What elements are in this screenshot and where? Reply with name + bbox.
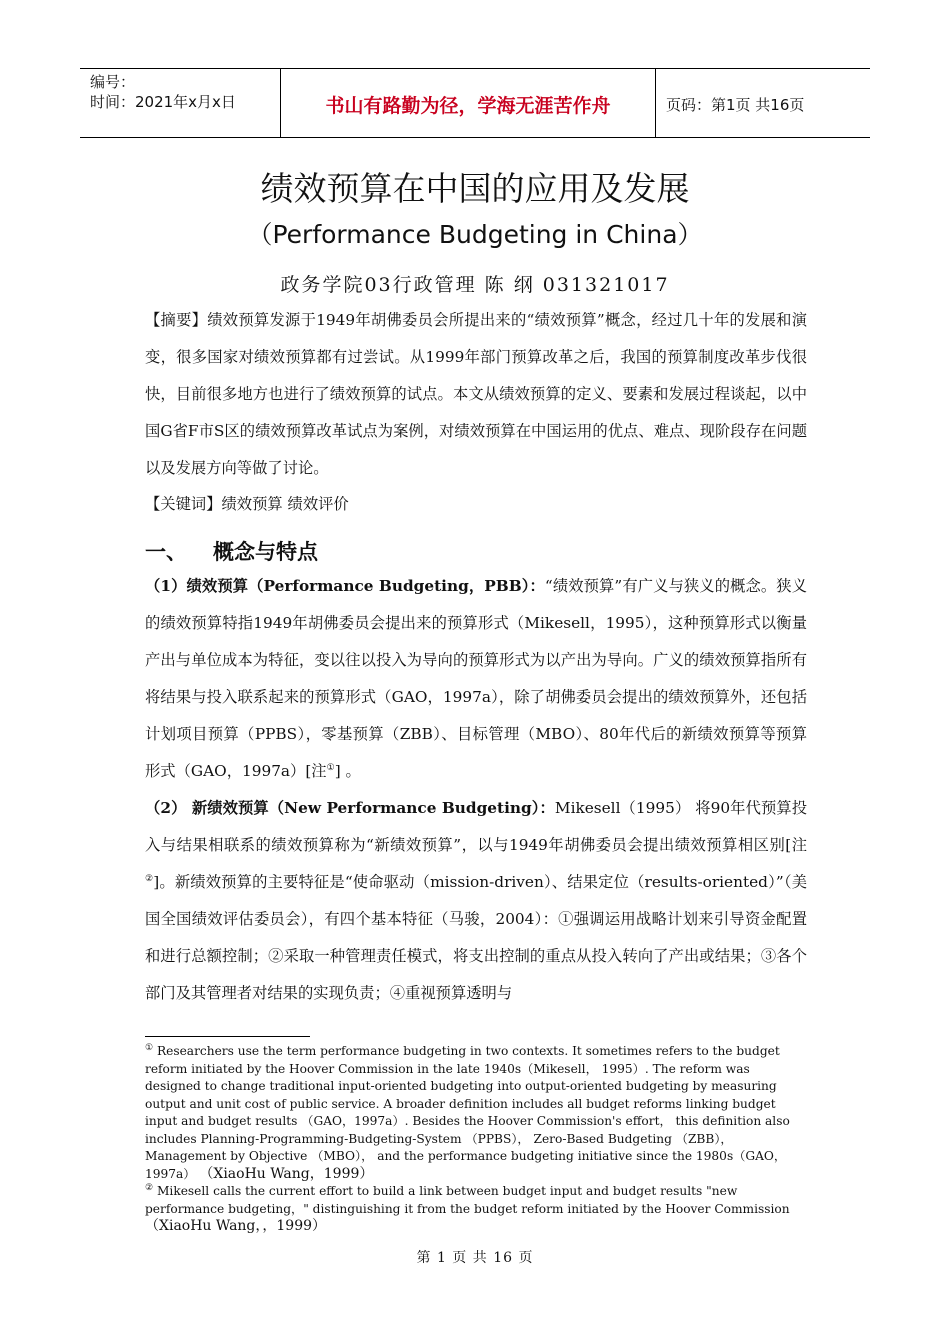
serial-label: 编号：: [90, 73, 136, 91]
pbb-label: （1）绩效预算（Performance Budgeting，PBB）：: [145, 577, 545, 595]
header-meta: [80, 69, 280, 137]
footnote-1-text: Researchers use the term performance budgeting in two contexts. It sometimes refers to the budget reform initiated by the Hoover Commission in the late 1940s（Mikesell， 1995）. The reform was designed to change traditional input-oriented budgeting into output-oriented budgeting by measuring output and unit cost of public service. A broader definition includes all budget reforms linking budget input and budget results （GAO，1997a）. Besides the Hoover Commission's effort， this definition also includes Planning-Programming-Budgeting-System （PPBS）， Zero-Based Budgeting （ZBB）， Management by Objective （MBO）， and the performance budgeting initiative since the 1980s（GAO， 1997a）: [145, 1044, 790, 1181]
document-title: 绩效预算在中国的应用及发展: [260, 169, 690, 208]
new-pbb-label: （2） 新绩效预算（New Performance Budgeting）：: [145, 799, 555, 817]
author-line: 政务学院03行政管理 陈 纲 031321017: [280, 274, 670, 296]
footnote-1-mark: ①: [145, 1042, 154, 1053]
footnote-1-cite: （XiaoHu Wang，1999）: [199, 1165, 374, 1182]
document-subtitle: （Performance Budgeting in China）: [247, 220, 703, 249]
footnotes: [145, 1043, 795, 1236]
paragraph-pbb: [145, 568, 807, 790]
keywords-text: 【关键词】绩效预算 绩效评价: [145, 495, 349, 513]
header-page-cell: [656, 69, 870, 137]
footnote-ref-1[interactable]: ①: [326, 762, 335, 773]
pbb-end: ] 。: [334, 762, 361, 780]
section-heading: [145, 536, 318, 566]
pbb-text: “绩效预算”有广义与狭义的概念。狭义的绩效预算特指1949年胡佛委员会提出来的预算形式（Mikesell，1995），这种预算形式以衡量产出与单位成本为特征，变以往以投入为导向的预算形式为以产出为导向。广义的绩效预算指所有将结果与投入联系起来的预算形式（GAO，1997a），除了胡佛委员会提出的绩效预算外，还包括计划项目预算（PPBS），零基预算（ZBB）、目标管理（MBO）、80年代后的新绩效预算等预算形式（GAO，1997a）[注: [145, 577, 807, 780]
motto-text: 书山有路勤为径，学海无涯苦作舟: [325, 95, 611, 117]
abstract: [145, 302, 807, 487]
footnote-separator: [145, 1036, 310, 1037]
new-pbb-text: Mikesell（1995） 将90年代预算投入与结果相联系的绩效预算称为“新绩效预算”，以与1949年胡佛委员会提出绩效预算相区别[注: [145, 799, 807, 854]
section-number: 一、: [145, 540, 187, 564]
abstract-text: 【摘要】绩效预算发源于1949年胡佛委员会所提出来的“绩效预算”概念，经过几十年的发展和演变，很多国家对绩效预算都有过尝试。从1999年部门预算改革之后，我国的预算制度改革步伐很快，目前很多地方也进行了绩效预算的试点。本文从绩效预算的定义、要素和发展过程谈起，以中国G省F市S区的绩效预算改革试点为案例，对绩效预算在中国运用的优点、难点、现阶段存在问题以及发展方向等做了讨论。: [145, 311, 807, 477]
footnote-2-text: Mikesell calls the current effort to build a link between budget input and budget results "new performance budgeting，" distinguishing it from the budget reform initiated by the Hoover Commission: [145, 1184, 790, 1216]
document-header: [80, 68, 870, 138]
footnote-2-cite: （XiaoHu Wang，，1999）: [145, 1218, 327, 1234]
section-body: [145, 568, 807, 1012]
page-code: 页码：第1页 共16页: [666, 96, 805, 114]
footnote-2-mark: ②: [145, 1182, 154, 1193]
time-label: 时间：2021年x月x日: [90, 93, 236, 111]
section-title: 概念与特点: [213, 540, 318, 564]
keywords: [145, 486, 807, 523]
footnote-ref-2[interactable]: ②: [145, 873, 154, 884]
new-pbb-text-cont: ]。新绩效预算的主要特征是“使命驱动（mission-driven）、结果定位（results-oriented）”（美国全国绩效评估委员会），有四个基本特征（马骏，2004）：①强调运用战略计划来引导资金配置和进行总额控制；②采取一种管理责任模式，将支出控制的重点从投入转向了产出或结果；③各个部门及其管理者对结果的实现负责；④重视预算透明与: [145, 873, 807, 1002]
page-footer: 第 1 页 共 16 页: [416, 1250, 534, 1266]
footnote-1: [145, 1043, 795, 1183]
paragraph-new-pbb: [145, 790, 807, 1012]
footnote-2: [145, 1183, 795, 1236]
header-motto-cell: [280, 69, 656, 137]
